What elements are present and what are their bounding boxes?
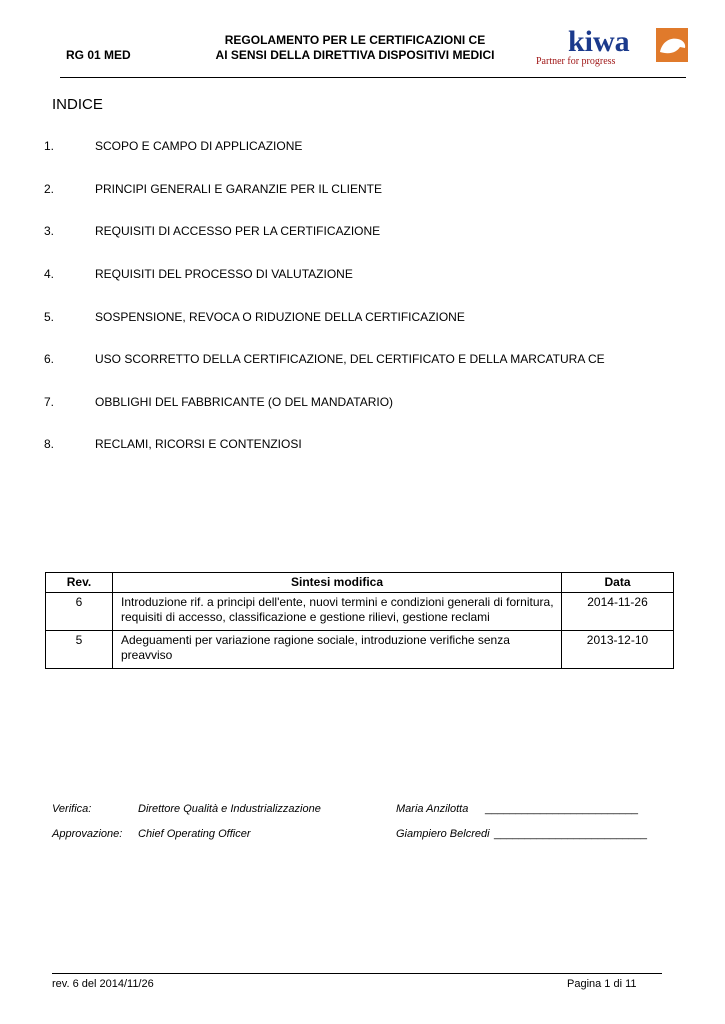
kiwa-logo <box>534 26 692 68</box>
table-row <box>46 593 674 631</box>
cell-rev: 5 <box>46 631 113 669</box>
verifica-role: Direttore Qualità e Industrializzazione <box>138 803 321 815</box>
toc-item-label: REQUISITI DEL PROCESSO DI VALUTAZIONE <box>95 267 353 281</box>
logo-wordmark: kiwa <box>568 26 630 58</box>
document-title <box>205 33 505 63</box>
column-header-sintesi: Sintesi modifica <box>113 573 562 593</box>
cell-sintesi: Introduzione rif. a principi dell'ente, nuovi termini e condizioni generali di fornitura, requisiti di accesso, classificazione e gestione rilievi, gestione reclami <box>113 593 562 631</box>
toc-item-label: SOSPENSIONE, REVOCA O RIDUZIONE DELLA CERTIFICAZIONE <box>95 310 465 324</box>
index-title: INDICE <box>52 96 103 113</box>
toc-item-number: 2. <box>44 182 55 196</box>
toc-item-number: 8. <box>44 437 55 451</box>
toc-item-number: 7. <box>44 395 55 409</box>
revision-table-header <box>46 573 674 593</box>
toc-item-label: OBBLIGHI DEL FABBRICANTE (O DEL MANDATARIO) <box>95 395 394 409</box>
footer-divider <box>52 973 662 974</box>
cell-rev: 6 <box>46 593 113 631</box>
toc-item-number: 6. <box>44 352 55 366</box>
verifica-label: Verifica: <box>52 803 92 815</box>
cell-data: 2014-11-26 <box>562 593 674 631</box>
column-header-data: Data <box>562 573 674 593</box>
approvazione-name: Giampiero Belcredi <box>396 828 490 840</box>
toc-item-label: SCOPO E CAMPO DI APPLICAZIONE <box>95 139 303 153</box>
toc-item-label: USO SCORRETTO DELLA CERTIFICAZIONE, DEL CERTIFICATO E DELLA MARCATURA CE <box>95 352 605 366</box>
footer-revision: rev. 6 del 2014/11/26 <box>52 978 154 990</box>
header-divider <box>60 77 686 78</box>
toc-item-number: 5. <box>44 310 55 324</box>
toc-item-label: RECLAMI, RICORSI E CONTENZIOSI <box>95 437 302 451</box>
document-code: RG 01 MED <box>66 48 131 62</box>
table-row <box>46 631 674 669</box>
verifica-signature-line: _________________________ <box>485 803 638 815</box>
approvazione-label: Approvazione: <box>52 828 123 840</box>
toc-item-label: REQUISITI DI ACCESSO PER LA CERTIFICAZIONE <box>95 224 381 238</box>
verifica-name: Maria Anzilotta <box>396 803 469 815</box>
approvazione-role: Chief Operating Officer <box>138 828 251 840</box>
revision-table <box>45 572 674 669</box>
column-header-rev: Rev. <box>46 573 113 593</box>
toc-item-number: 3. <box>44 224 55 238</box>
document-title-line-1: REGOLAMENTO PER LE CERTIFICAZIONI CE <box>224 33 486 47</box>
toc-item-label: PRINCIPI GENERALI E GARANZIE PER IL CLIENTE <box>95 182 382 196</box>
cell-data: 2013-12-10 <box>562 631 674 669</box>
toc-item-number: 4. <box>44 267 55 281</box>
cell-sintesi: Adeguamenti per variazione ragione sociale, introduzione verifiche senza preavviso <box>113 631 562 669</box>
toc-item-number: 1. <box>44 139 55 153</box>
page-number: Pagina 1 di 11 <box>567 978 637 990</box>
document-title-line-2: AI SENSI DELLA DIRETTIVA DISPOSITIVI MEDICI <box>215 48 495 62</box>
approvazione-signature-line: _________________________ <box>494 828 647 840</box>
logo-tagline: Partner for progress <box>536 56 616 67</box>
